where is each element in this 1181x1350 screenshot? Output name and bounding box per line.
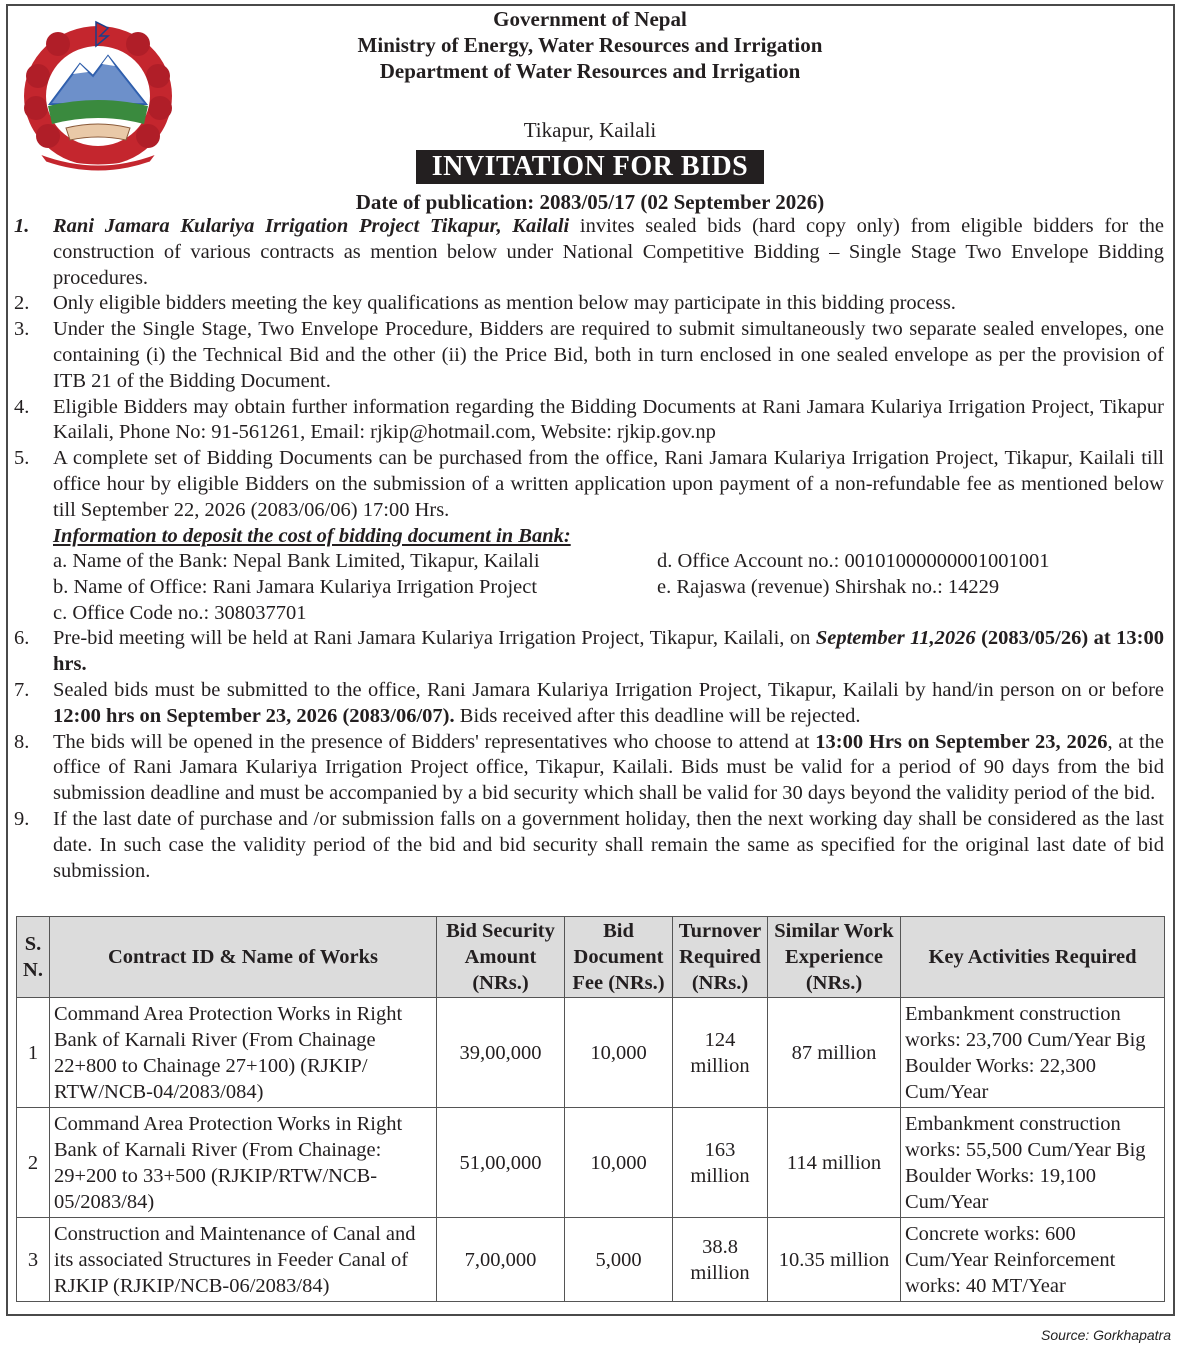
item-text-tail: , at the office of Rani Jamara Kulariya Irrigation Project office, Tikapur, Kailali. Bids must be valid for a period of 90 days from the bid submission deadline and must be accompanied by a bid security which shall be valid for 30 days beyond the validity period of the bid. [53, 730, 1165, 805]
item-text: invites sealed bids (hard copy only) from eligible bidders for the construction of various contracts as mention below under National Competitive Bidding – Single Stage Two Envelope Bidding procedures. [53, 215, 1164, 289]
cell-turnover: 38.8 million [673, 1218, 768, 1302]
project-name: Rani Jamara Kulariya Irrigation Project Tikapur, Kailali [53, 215, 570, 237]
office-name: b. Name of Office: Rani Jamara Kulariya Irrigation Project [53, 576, 538, 599]
cell-sn: 2 [17, 1108, 50, 1218]
cell-security: 39,00,000 [437, 998, 565, 1108]
item-7 [14, 678, 1164, 730]
item-number: 9. [14, 807, 30, 830]
item-text: Eligible Bidders may obtain further information regarding the Bidding Documents at Rani Jamara Kulariya Irrigation Project, Tikapur Kailali, Phone No: 91-561261, Email: rjkip@hotmail.com, Website: rjkip.gov.np [53, 395, 1164, 444]
submission-deadline: 12:00 hrs on September 23, 2026 (2083/06/07). [53, 704, 455, 727]
cell-sn: 1 [17, 998, 50, 1108]
item-text: Sealed bids must be submitted to the office, Rani Jamara Kulariya Irrigation Project, Tikapur, Kailali by hand/in person on or before [53, 678, 1164, 701]
item-text-tail: Bids received after this deadline will be rejected. [454, 704, 861, 727]
cell-fee: 10,000 [565, 998, 673, 1108]
item-number: 6. [14, 627, 30, 650]
cell-sn: 3 [17, 1218, 50, 1302]
header-security: Bid Security Amount (NRs.) [437, 917, 565, 998]
cell-fee: 5,000 [565, 1218, 673, 1302]
item-9 [14, 807, 1164, 884]
cell-experience: 87 million [768, 998, 901, 1108]
item-text: If the last date of purchase and /or submission falls on a government holiday, then the next working day shall be considered as the last date. In such case the validity period of the bid and bid security shall remain the same as specified for the original last date of bid submission. [53, 807, 1164, 882]
contracts-table [16, 916, 1165, 1302]
cell-turnover: 163 million [673, 1108, 768, 1218]
cell-contract: Command Area Protection Works in Right Bank of Karnali River (From Chainage 22+800 to Chainage 27+100) (RJKIP/ RTW/NCB-04/2083/084) [50, 998, 437, 1108]
item-text: A complete set of Bidding Documents can be purchased from the office, Rani Jamara Kulariya Irrigation Project, Tikapur, Kailali till office hour by eligible Bidders on the submission of a written application upon payment of a non-refundable fee as mentioned below till September 22, 2026 (2083/06/06) 17:00 Hrs. [53, 447, 1164, 521]
item-4 [14, 395, 1164, 447]
item-text: Under the Single Stage, Two Envelope Procedure, Bidders are required to submit simultaneously two separate sealed envelopes, one containing (i) the Technical Bid and the other (ii) the Price Bid, both in turn enclosed in one sealed envelope as per the provision of ITB 21 of the Bidding Document. [53, 318, 1164, 392]
item-number: 7. [14, 678, 30, 701]
source-credit: Source: Gorkhapatra [1041, 1327, 1171, 1343]
header-contract: Contract ID & Name of Works [50, 917, 437, 998]
cell-contract: Command Area Protection Works in Right Bank of Karnali River (From Chainage: 29+200 to 33+500 (RJKIP/RTW/NCB-05/2083/84) [50, 1108, 437, 1218]
table-row [17, 998, 1165, 1108]
item-3 [14, 317, 1164, 394]
opening-time: 13:00 Hrs on September 23, 2026 [815, 730, 1108, 753]
cell-fee: 10,000 [565, 1108, 673, 1218]
cell-activities: Embankment construction works: 55,500 Cum/Year Big Boulder Works: 19,100 Cum/Year [901, 1108, 1165, 1218]
header-place: Tikapur, Kailali [523, 118, 657, 142]
bank-name: a. Name of the Bank: Nepal Bank Limited, Tikapur, Kailali [53, 550, 540, 573]
item-number: 4. [14, 395, 30, 418]
notice-body [14, 214, 1164, 884]
prebid-time: (2083/05/26) at 13:00 hrs. [53, 627, 1164, 676]
table-row [17, 1108, 1165, 1218]
cell-turnover: 124 million [673, 998, 768, 1108]
item-8 [14, 730, 1164, 807]
header-government: Government of Nepal [493, 7, 687, 31]
header-department: Department of Water Resources and Irrigation [379, 59, 801, 83]
header-turnover: Turnover Required (NRs.) [673, 917, 768, 998]
item-number: 8. [14, 730, 30, 753]
publication-date: Date of publication: 2083/05/17 (02 September 2026) [355, 190, 825, 214]
item-number: 2. [14, 292, 30, 315]
item-number: 1. [14, 215, 30, 237]
item-text: The bids will be opened in the presence of Bidders' representatives who choose to attend at [53, 730, 816, 753]
item-number: 5. [14, 447, 30, 470]
item-1 [14, 214, 1164, 291]
item-text: Pre-bid meeting will be held at Rani Jamara Kulariya Irrigation Project, Tikapur, Kailali, on [53, 627, 816, 650]
header-activities: Key Activities Required [901, 917, 1165, 998]
cell-security: 51,00,000 [437, 1108, 565, 1218]
header-ministry: Ministry of Energy, Water Resources and Irrigation [357, 33, 823, 57]
cell-experience: 10.35 million [768, 1218, 901, 1302]
cell-activities: Concrete works: 600 Cum/Year Reinforcement works: 40 MT/Year [901, 1218, 1165, 1302]
header-fee: Bid Document Fee (NRs.) [565, 917, 673, 998]
nepal-coat-of-arms-icon [18, 16, 178, 172]
table-row [17, 1218, 1165, 1302]
item-5 [14, 446, 1164, 523]
cell-contract: Construction and Maintenance of Canal and its associated Structures in Feeder Canal of RJKIP (RJKIP/NCB-06/2083/84) [50, 1218, 437, 1302]
bank-info [14, 549, 1164, 626]
header-experience: Similar Work Experience (NRs.) [768, 917, 901, 998]
cell-security: 7,00,000 [437, 1218, 565, 1302]
notice-title: INVITATION FOR BIDS [416, 150, 764, 184]
item-2 [14, 291, 1164, 317]
header-sn: S. N. [17, 917, 50, 998]
bank-info-heading: Information to deposit the cost of bidding document in Bank: [53, 524, 571, 547]
cell-experience: 114 million [768, 1108, 901, 1218]
office-account: d. Office Account no.: 00101000000001001001 [657, 550, 1050, 573]
prebid-date: September 11,2026 [815, 627, 976, 650]
table-header-row [17, 917, 1165, 998]
item-6 [14, 626, 1164, 678]
item-text: Only eligible bidders meeting the key qualifications as mention below may participate in this bidding process. [53, 292, 956, 315]
office-code: c. Office Code no.: 308037701 [53, 601, 307, 624]
revenue-code: e. Rajaswa (revenue) Shirshak no.: 14229 [657, 576, 1000, 599]
cell-activities: Embankment construction works: 23,700 Cum/Year Big Boulder Works: 22,300 Cum/Year [901, 998, 1165, 1108]
item-number: 3. [14, 318, 30, 341]
